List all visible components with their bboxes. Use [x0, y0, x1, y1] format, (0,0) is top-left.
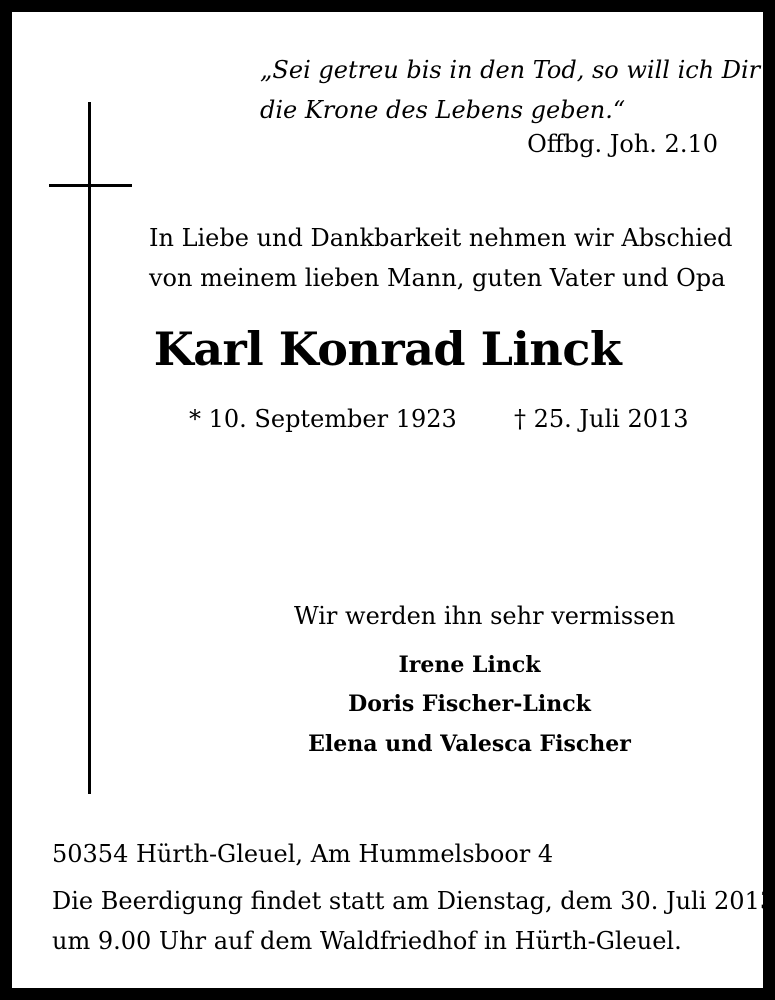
mourner-name: Doris Fischer-Linck [348, 691, 591, 717]
mourner-name: Elena und Valesca Fischer [308, 731, 631, 757]
funeral-line-2: um 9.00 Uhr auf dem Waldfriedhof in Hürth-Gleuel. [52, 927, 682, 955]
quote-source: Offbg. Joh. 2.10 [527, 130, 718, 158]
funeral-line-1: Die Beerdigung findet statt am Dienstag, dem 30. Juli 2013 [52, 887, 775, 915]
mourners-heading: Wir werden ihn sehr vermissen [294, 602, 676, 630]
intro-line-2: von meinem lieben Mann, guten Vater und Opa [149, 264, 726, 292]
deceased-name: Karl Konrad Linck [153, 322, 622, 376]
intro-line-1: In Liebe und Dankbarkeit nehmen wir Abschied [149, 224, 733, 252]
cross-icon-horizontal [49, 184, 132, 187]
cross-icon-vertical [88, 102, 91, 794]
birth-date: * 10. September 1923 [189, 405, 457, 433]
quote-line-1: „Sei getreu bis in den Tod, so will ich Dir [260, 56, 761, 84]
address: 50354 Hürth-Gleuel, Am Hummelsboor 4 [52, 840, 554, 868]
quote-line-2: die Krone des Lebens geben.“ [260, 96, 626, 124]
mourner-name: Irene Linck [398, 652, 541, 678]
death-date: † 25. Juli 2013 [514, 405, 689, 433]
